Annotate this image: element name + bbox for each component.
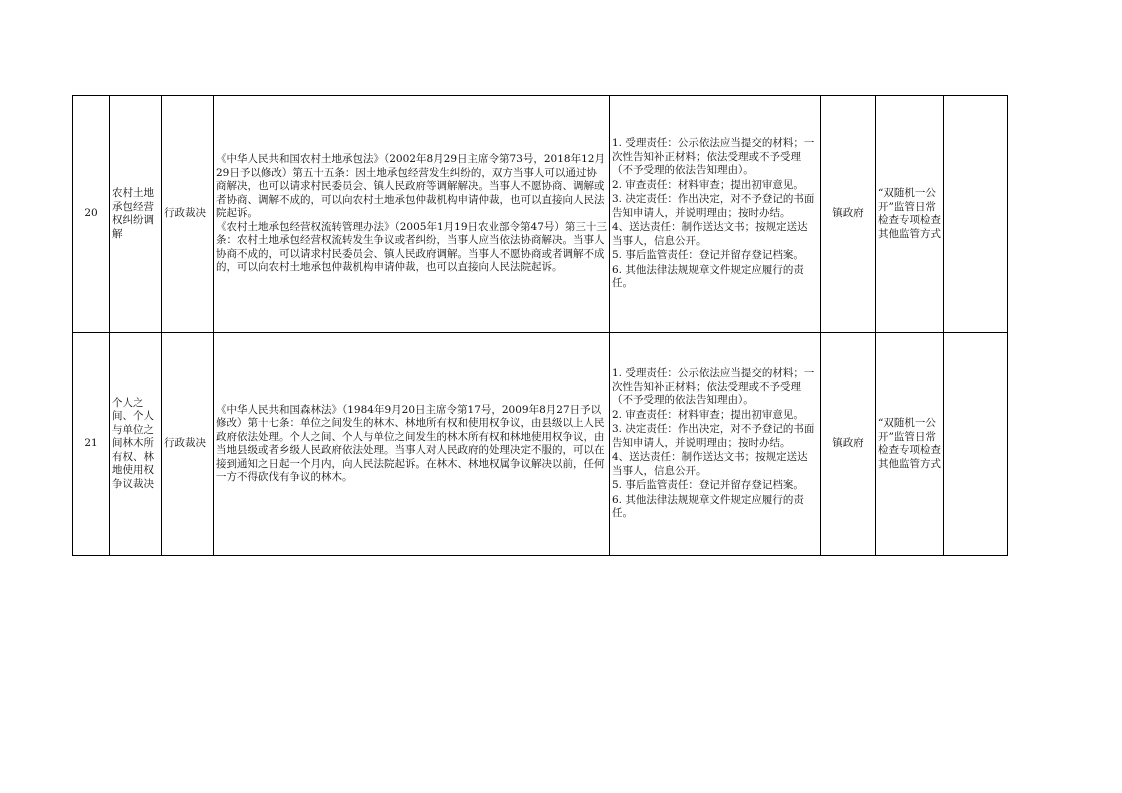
implementing-body: 镇政府 [821,333,876,556]
responsibility-item: 3. 决定责任：作出决定，对不予登记的书面告知申请人，并说明理由；按时办结。 [612,193,815,219]
row-number: 21 [73,333,110,556]
item-type: 行政裁决 [162,96,214,333]
responsibility-item: 1. 受理责任：公示依法应当提交的材料；一次性告知补正材料；依法受理或不予受理（不予受理的依法告知理由）。 [612,137,815,177]
responsibility-item: 4、送达责任：制作送达文书；按规定送达当事人，信息公开。 [612,221,808,247]
remark-cell [944,333,1008,556]
responsibility-item: 4、送达责任：制作送达文书；按规定送达当事人，信息公开。 [612,451,808,477]
supervision-method: “双随机一公开”监管日常检查专项检查其他监管方式 [876,96,944,333]
item-name: 农村土地承包经营权纠纷调解 [110,96,162,333]
legal-basis [214,96,610,333]
table-row [73,96,1008,333]
legal-basis-paragraph: 《农村土地承包经营权流转管理办法》（2005年1月19日农业部令第47号）第三十三条：农村土地承包经营权流转发生争议或者纠纷，当事人应当依法协商解决。当事人协商不成的，可以请求村民委员会、镇人民政府调解。当事人不愿协商或者调解不成的，可以向农村土地承包仲裁机构申请仲裁，也可以直接向人民法院起诉。 [216,220,607,274]
responsibility-item: 5. 事后监管责任：登记并留存登记档案。 [612,479,804,492]
implementing-body: 镇政府 [821,96,876,333]
responsibility-list [610,96,821,333]
legal-basis [214,333,610,556]
responsibility-item: 2. 审查责任：材料审查；提出初审意见。 [612,408,804,421]
table-row [73,333,1008,556]
responsibility-item: 3. 决定责任：作出决定，对不予登记的书面告知申请人，并说明理由；按时办结。 [612,423,815,449]
responsibility-item: 6. 其他法律法规规章文件规定应履行的责任。 [612,263,804,290]
row-number: 20 [73,96,110,333]
legal-basis-paragraph: 《中华人民共和国森林法》（1984年9月20日主席令第17号，2009年8月27日予以修改）第十七条：单位之间发生的林木、林地所有权和使用权争议，由县级以上人民政府依法处理。个人之间、个人与单位之间发生的林木所有权和林地使用权争议，由当地县级或者乡级人民政府依法处理。当事人对人民政府的处理决定不服的，可以在接到通知之日起一个月内，向人民法院起诉。在林木、林地权属争议解决以前，任何一方不得砍伐有争议的林木。 [216,403,605,483]
responsibility-item: 2. 审查责任：材料审查；提出初审意见。 [612,178,804,191]
supervision-method: “双随机一公开”监管日常检查专项检查其他监管方式 [876,333,944,556]
responsibility-item: 1. 受理责任：公示依法应当提交的材料；一次性告知补正材料；依法受理或不予受理（不予受理的依法告知理由）。 [612,367,815,407]
responsibility-list [610,333,821,556]
power-list-table [72,95,1008,556]
remark-cell [944,96,1008,333]
legal-basis-paragraph: 《中华人民共和国农村土地承包法》（2002年8月29日主席令第73号，2018年12月29日予以修改）第五十五条：因土地承包经营发生纠纷的，双方当事人可以通过协商解决，也可以请求村民委员会、镇人民政府等调解解决。当事人不愿协商、调解或者协商、调解不成的，可以向农村土地承包仲裁机构申请仲裁，也可以直接向人民法院起诉。 [216,153,605,220]
responsibility-item: 5. 事后监管责任：登记并留存登记档案。 [612,249,804,262]
item-name: 个人之间、个人与单位之间林木所有权、林地使用权争议裁决 [110,333,162,556]
item-type: 行政裁决 [162,333,214,556]
responsibility-item: 6. 其他法律法规规章文件规定应履行的责任。 [612,493,804,520]
